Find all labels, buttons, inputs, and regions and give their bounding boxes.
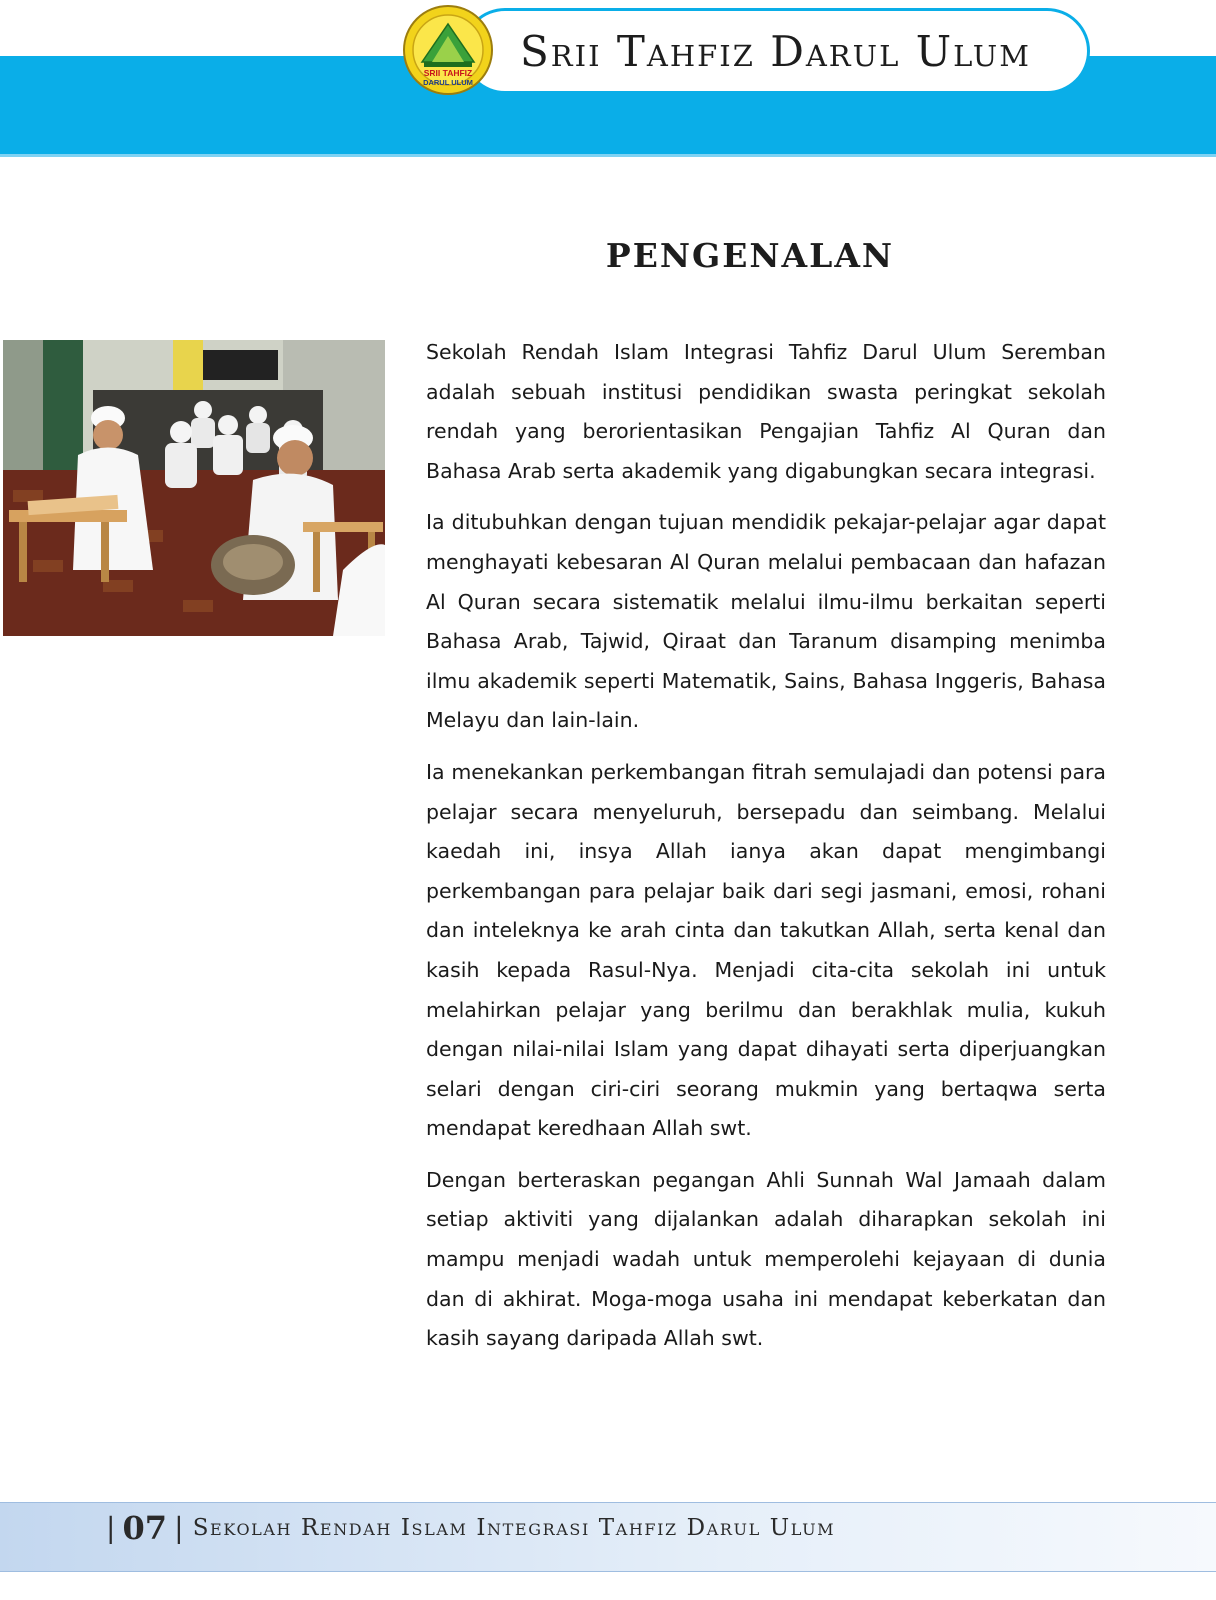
intro-paragraph-3: Ia menekankan perkembangan fitrah semulajadi dan potensi para pelajar secara menyeluruh, bersepadu dan seimbang. Melalui kaedah ini, insya Allah ianya akan dapat mengimbangi perkembangan para pelajar baik dari segi jasmani, emosi, rohani dan inteleknya ke arah cinta dan takutkan Allah, serta kenal dan kasih kepada Rasul-Nya. Menjadi cita-cita sekolah ini untuk melahirkan pelajar yang berilmu dan berakhlak mulia, kukuh dengan nilai-nilai Islam yang dapat dihayati serta diperjuangkan selari dengan ciri-ciri seorang mukmin yang bertaqwa serta mendapat keredhaan Allah swt. xyxy=(426,759,1106,1141)
school-logo xyxy=(402,2,494,98)
logo-text-line2: DARUL ULUM xyxy=(423,78,473,87)
page-number: 07 xyxy=(122,1509,168,1547)
school-motto: “Misi Melahirkan Al-Hafiz Cilik Yang Profesional” xyxy=(152,170,745,195)
page-heading: PENGENALAN xyxy=(605,236,895,275)
footer-divider-right: | xyxy=(174,1511,184,1545)
classroom-photo xyxy=(3,340,385,636)
intro-paragraph-1: Sekolah Rendah Islam Integrasi Tahfiz Darul Ulum Seremban adalah sebuah institusi pendidikan swasta peringkat sekolah rendah yang berorientasikan Pengajian Tahfiz Al Quran dan Bahasa Arab serta akademik yang digabungkan secara integrasi. xyxy=(426,340,1106,483)
intro-paragraph-4: Dengan berteraskan pegangan Ahli Sunnah Wal Jamaah dalam setiap aktiviti yang dijalankan adalah diharapkan sekolah ini mampu menjadi wadah untuk memperolehi kejayaan di dunia dan di akhirat. Moga-moga usaha ini mendapat keberkatan dan kasih sayang daripada Allah swt. xyxy=(426,1167,1106,1351)
footer-divider-left: | xyxy=(106,1511,116,1545)
intro-paragraph-2: Ia ditubuhkan dengan tujuan mendidik pekajar-pelajar agar dapat menghayati kebesaran Al Quran melalui pembacaan dan hafazan Al Quran secara sistematik melalui ilmu-ilmu berkaitan seperti Bahasa Arab, Tajwid, Qiraat dan Taranum disamping menimba ilmu akademik seperti Matematik, Sains, Bahasa Inggeris, Bahasa Melayu dan lain-lain. xyxy=(426,510,1106,733)
main-content xyxy=(426,333,1106,1371)
footer xyxy=(106,1509,1006,1547)
footer-school-name: Sekolah Rendah Islam Integrasi Tahfiz Darul Ulum xyxy=(192,1515,836,1541)
school-title: Srii Tahfiz Darul Ulum xyxy=(520,27,1031,76)
logo-text-line1: SRII TAHFIZ xyxy=(423,68,473,78)
